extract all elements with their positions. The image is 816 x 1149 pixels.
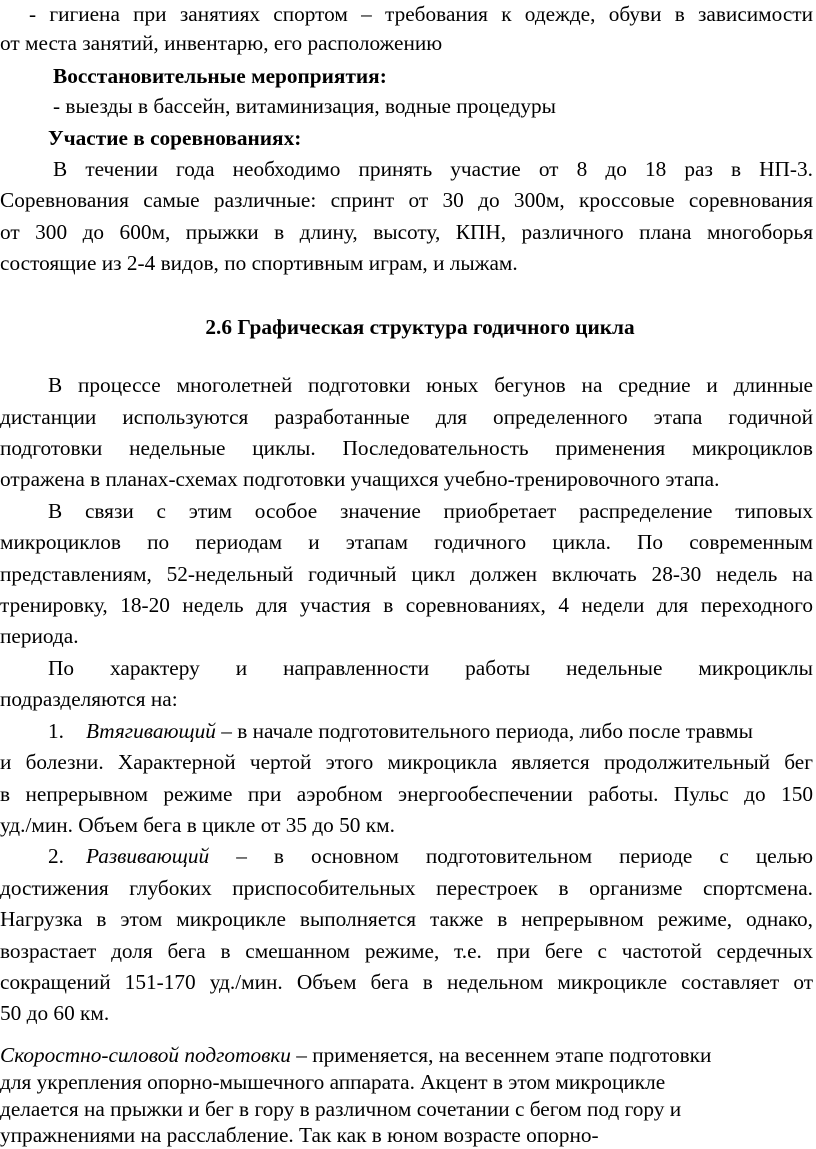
competitions-line-1: В течении года необходимо принять участие от 8 до 18 раз в НП-3. [53,157,813,181]
p2-line-3: представлениям, 52-недельный годичный цикл должен включать 28-30 недель на [0,562,813,586]
list-item-1-first-rest: – в начале подготовительного периода, либо после травмы [215,719,753,743]
speed-strength-first-rest: – применяется, на весеннем этапе подготовки [290,1043,712,1067]
list-item-2-line-3: Нагрузка в этом микроцикле выполняется также в непрерывном режиме, однако, [0,907,813,931]
p2-line-5: периода. [0,624,79,648]
list-item-2-first-line [48,842,813,870]
list-item-1-line-3: в непрерывном режиме при аэробном энергообеспечении работы. Пульс до 150 [0,782,813,806]
competitions-line-4: состоящие из 2-4 видов, по спортивным играм, и лыжам. [0,251,518,275]
p2-line-2: микроциклов по периодам и этапам годичного цикла. По современным [0,530,813,554]
p1-line-3: подготовки недельные циклы. Последовательность применения микроциклов [0,436,813,460]
competitions-heading: Участие в соревнованиях: [48,126,302,150]
recovery-heading: Восстановительные мероприятия: [53,64,387,88]
p2-line-1: В связи с этим особое значение приобретает распределение типовых [48,499,813,523]
p1-line-4: отражена в планах-схемах подготовки учащихся учебно-тренировочного этапа. [0,467,720,491]
intro-line-1: - гигиена при занятиях спортом – требования к одежде, обуви в зависимости [29,2,813,26]
p3-line-2: подразделяются на: [0,687,178,711]
list-item-1-number: 1. [48,719,64,743]
section-title: 2.6 Графическая структура годичного цикла [205,315,635,339]
competitions-line-2: Соревнования самые различные: спринт от 30 до 300м, кроссовые соревнования [0,188,813,212]
list-item-2-line-2: достижения глубоких приспособительных перестроек в организме спортсмена. [0,876,813,900]
competitions-line-3: от 300 до 600м, прыжки в длину, высоту, КПН, различного плана многоборья [0,220,813,244]
list-item-2-term: Развивающий [86,844,210,868]
p3-line-1: По характеру и направленности работы недельные микроциклы [48,656,813,680]
intro-line-2: от места занятий, инвентарю, его расположению [0,31,443,55]
list-item-1-first-line [48,717,813,745]
list-item-1-term: Втягивающий [86,719,216,743]
p2-line-4: тренировку, 18-20 недель для участия в соревнованиях, 4 недели для переходного [0,593,813,617]
recovery-text: - выезды в бассейн, витаминизация, водные процедуры [53,94,556,118]
p1-line-1: В процессе многолетней подготовки юных бегунов на средние и длинные [48,373,813,397]
list-item-2-line-4: возрастает доля бега в смешанном режиме, т.е. при беге с частотой сердечных [0,939,813,963]
list-item-1-line-4: уд./мин. Объем бега в цикле от 35 до 50 км. [0,813,395,837]
list-item-2-line-5: сокращений 151-170 уд./мин. Объем бега в недельном микроцикле составляет от [0,970,813,994]
list-item-1-line-2: и болезни. Характерной чертой этого микроцикла является продолжительный бег [0,750,813,774]
p1-line-2: дистанции используются разработанные для определенного этапа годичной [0,405,813,429]
speed-strength-line-4: упражнениями на расслабление. Так как в юном возрасте опорно- [0,1123,599,1147]
list-item-2-number: 2. [48,844,64,868]
list-item-2-first-rest: – в основном подготовительном периоде с целью [209,844,813,868]
speed-strength-term: Скоростно-силовой подготовки [0,1043,291,1067]
speed-strength-line-3: делается на прыжки и бег в гору в различном сочетании с бегом под гору и [0,1097,682,1121]
list-item-2-line-6: 50 до 60 км. [0,1001,110,1025]
speed-strength-line-2: для укрепления опорно-мышечного аппарата. Акцент в этом микроцикле [0,1070,666,1094]
speed-strength-first-line [0,1041,813,1069]
